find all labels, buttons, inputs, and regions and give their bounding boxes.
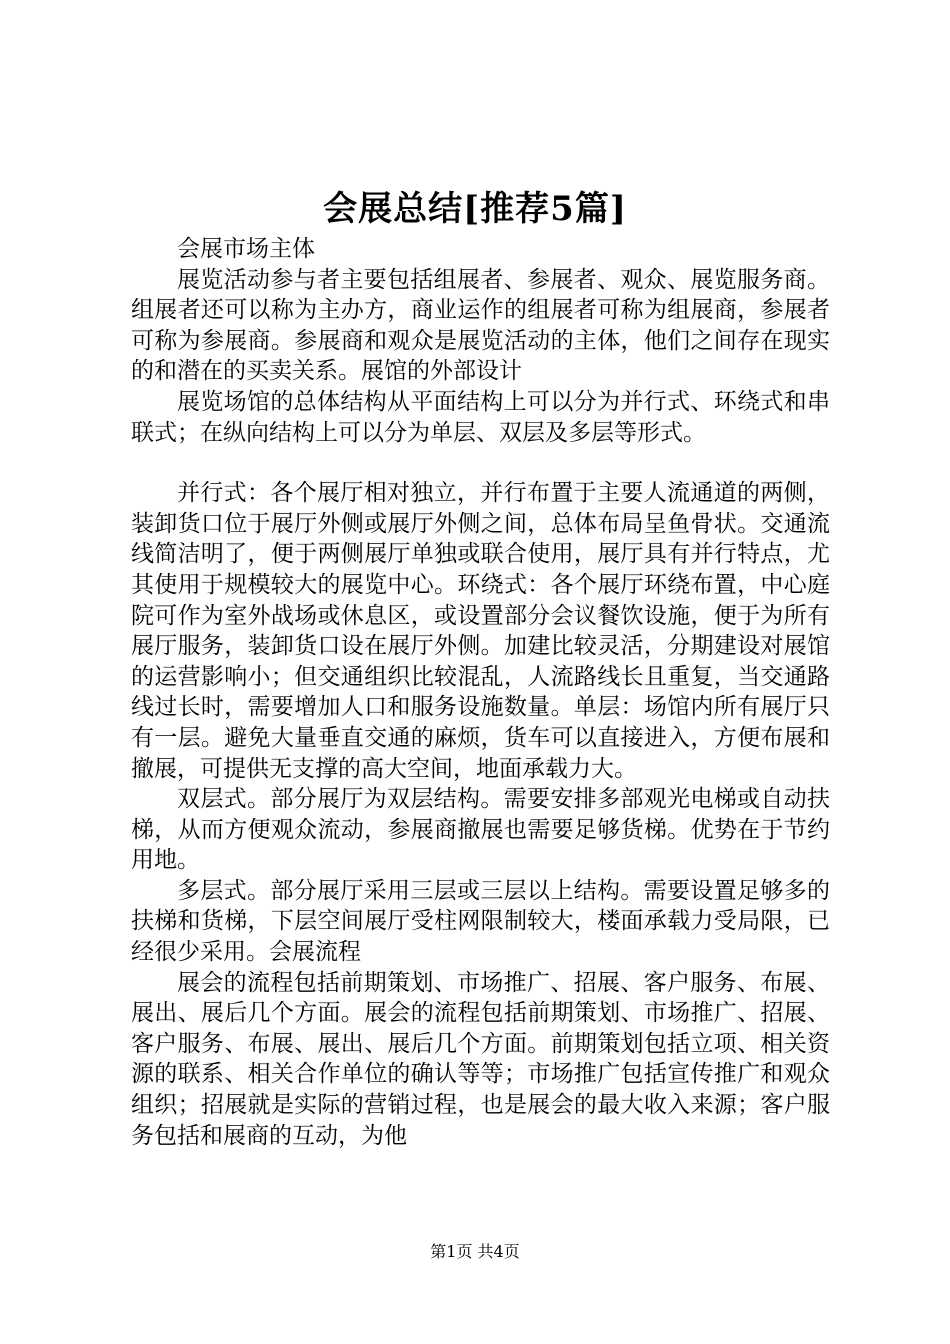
paragraph-venue-structure: 展览场馆的总体结构从平面结构上可以分为并行式、环绕式和串联式；在纵向结构上可以分为单层、双层及多层等形式。 (131, 388, 830, 446)
page-footer: 第1页 共4页 (430, 1242, 520, 1261)
paragraph-multi-layer: 多层式。部分展厅采用三层或三层以上结构。需要设置足够多的扶梯和货梯，下层空间展厅受柱网限制较大，楼面承载力受局限，已经很少采用。会展流程 (131, 877, 830, 966)
document-title: 会展总结[推荐5篇] (323, 189, 627, 229)
document-body (131, 234, 830, 1151)
paragraph-market-subject: 会展市场主体 (177, 236, 315, 262)
paragraph-parallel-layout: 并行式：各个展厅相对独立，并行布置于主要人流通道的两侧，装卸货口位于展厅外侧或展厅外侧之间，总体布局呈鱼骨状。交通流线简洁明了，便于两侧展厅单独或联合使用，展厅具有并行特点，尤其使用于规模较大的展览中心。环绕式：各个展厅环绕布置，中心庭院可作为室外战场或休息区，或设置部分会议餐饮设施，便于为所有展厅服务，装卸货口设在展厅外侧。加建比较灵活，分期建设对展馆的运营影响小；但交通组织比较混乱，人流路线长且重复，当交通路线过长时，需要增加人口和服务设施数量。单层：场馆内所有展厅只有一层。避免大量垂直交通的麻烦，货车可以直接进入，方便布展和撤展，可提供无支撑的高大空间，地面承载力大。 (131, 480, 830, 782)
paragraph-participants: 展览活动参与者主要包括组展者、参展者、观众、展览服务商。组展者还可以称为主办方，商业运作的组展者可称为组展商，参展者可称为参展商。参展商和观众是展览活动的主体，他们之间存在现实的和潜在的买卖关系。展馆的外部设计 (131, 266, 830, 385)
paragraph-exhibition-process: 展会的流程包括前期策划、市场推广、招展、客户服务、布展、展出、展后几个方面。展会的流程包括前期策划、市场推广、招展、客户服务、布展、展出、展后几个方面。前期策划包括立项、相关资源的联系、相关合作单位的确认等等；市场推广包括宣传推广和观众组织；招展就是实际的营销过程，也是展会的最大收入来源；客户服务包括和展商的互动，为他 (131, 969, 830, 1149)
paragraph-double-layer: 双层式。部分展厅为双层结构。需要安排多部观光电梯或自动扶梯，从而方便观众流动，参展商撤展也需要足够货梯。优势在于节约用地。 (131, 786, 830, 874)
